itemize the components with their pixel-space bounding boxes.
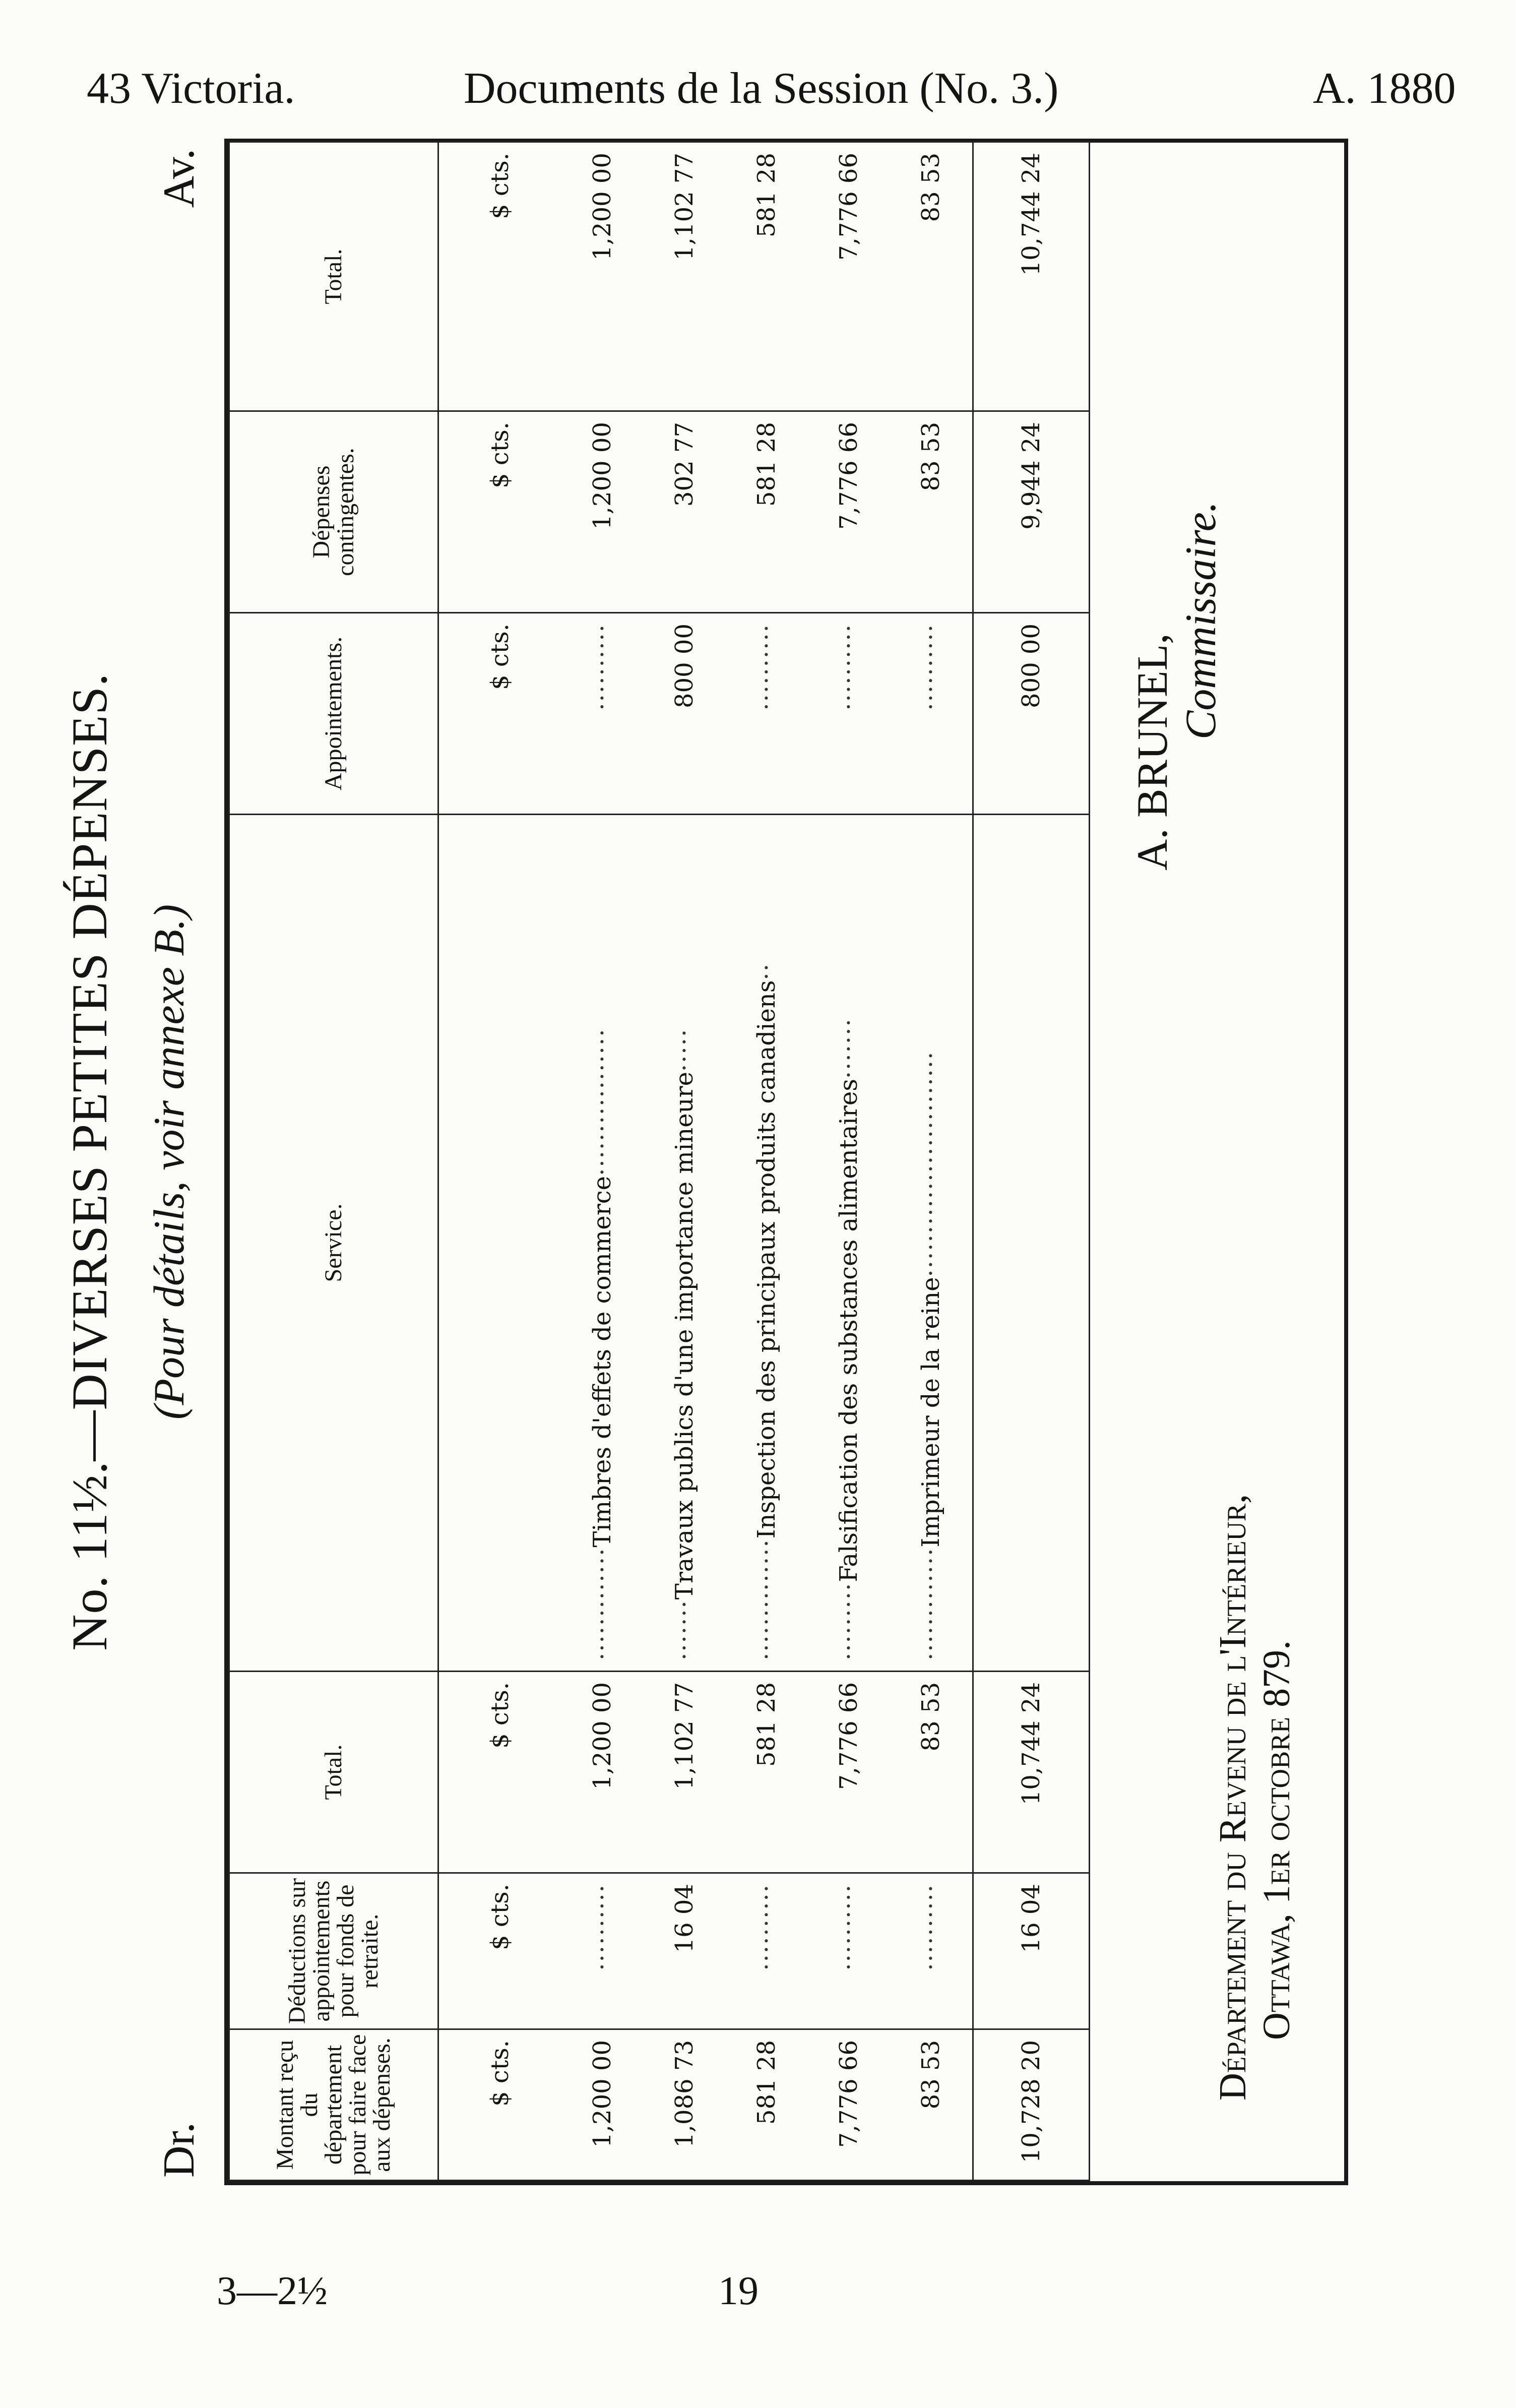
place-and-date: Ottawa, 1er octobre 879. bbox=[1255, 1640, 1298, 2040]
row-total-right: 581 28 bbox=[725, 142, 807, 411]
deduction-cell: ·········· bbox=[725, 1873, 807, 2029]
header-document-title: Documents de la Session (No. 3.) bbox=[464, 64, 1059, 113]
column-header-total-right: Total. bbox=[229, 142, 438, 411]
signatory-role: Commissaire. bbox=[1176, 501, 1225, 739]
column-header-total-left: Total. bbox=[229, 1672, 438, 1873]
row-total: 7,776 66 bbox=[807, 1672, 890, 1873]
total-amount-received: 10,728 20 bbox=[973, 2029, 1090, 2181]
contingent-expenses: 302 77 bbox=[643, 411, 725, 613]
header-year: A. 1880 bbox=[1313, 64, 1456, 113]
unit-label: $ cts. bbox=[438, 1672, 561, 1873]
amount-received: 83 53 bbox=[890, 2029, 973, 2181]
amount-received: 1,086 73 bbox=[643, 2029, 725, 2181]
table-row bbox=[890, 142, 973, 2181]
column-header-appointements: Appointements. bbox=[229, 613, 438, 815]
service-name: ·······Travaux publics d'une importance mineure····· bbox=[643, 815, 725, 1672]
unit-label: $ cts. bbox=[438, 2029, 561, 2181]
totals-row bbox=[973, 142, 1090, 2181]
salary-cell: 800 00 bbox=[643, 613, 725, 815]
page-number: 19 bbox=[718, 2269, 759, 2313]
contingent-expenses: 1,200 00 bbox=[561, 411, 643, 613]
deduction-cell: ·········· bbox=[561, 1873, 643, 2029]
deduction-cell: 16 04 bbox=[643, 1873, 725, 2029]
amount-received: 7,776 66 bbox=[807, 2029, 890, 2181]
row-total: 1,102 77 bbox=[643, 1672, 725, 1873]
grand-total-right: 10,744 24 bbox=[973, 142, 1090, 411]
row-total-right: 1,102 77 bbox=[643, 142, 725, 411]
page-title: No. 11½.—DIVERSES PETITES DÉPENSES. bbox=[61, 673, 117, 1651]
total-deductions: 16 04 bbox=[973, 1873, 1090, 2029]
debit-label: Dr. bbox=[155, 2122, 204, 2178]
amount-received: 581 28 bbox=[725, 2029, 807, 2181]
ledger-frame bbox=[224, 139, 1348, 2185]
page-subtitle: (Pour détails, voir annexe B.) bbox=[145, 904, 193, 1420]
column-header-deductions: Déductions sur appointements pour fonds de retraite. bbox=[229, 1873, 438, 2029]
total-contingent-expenses: 9,944 24 bbox=[973, 411, 1090, 613]
deduction-cell: ·········· bbox=[890, 1873, 973, 2029]
rotated-page-body bbox=[50, 108, 1371, 2215]
row-total-right: 83 53 bbox=[890, 142, 973, 411]
table-row bbox=[725, 142, 807, 2181]
department-dateline bbox=[1211, 1494, 1299, 2101]
unit-spacer bbox=[438, 815, 561, 1672]
unit-label: $ cts. bbox=[438, 411, 561, 613]
service-name: ·········Falsification des substances alimentaires······· bbox=[807, 815, 890, 1672]
row-total-right: 1,200 00 bbox=[561, 142, 643, 411]
amount-received: 1,200 00 bbox=[561, 2029, 643, 2181]
service-name: ·············Imprimeur de la reine·························· bbox=[890, 815, 973, 1672]
salary-cell: ·········· bbox=[890, 613, 973, 815]
salary-cell: ·········· bbox=[725, 613, 807, 815]
table-row bbox=[807, 142, 890, 2181]
unit-label: $ cts. bbox=[438, 142, 561, 411]
row-total: 581 28 bbox=[725, 1672, 807, 1873]
unit-label: $ cts. bbox=[438, 613, 561, 815]
footer-reference: 3—2½ bbox=[217, 2269, 328, 2313]
column-header-service: Service. bbox=[229, 815, 438, 1672]
credit-label: Av. bbox=[155, 149, 204, 208]
unit-label: $ cts. bbox=[438, 1873, 561, 2029]
deduction-cell: ·········· bbox=[807, 1873, 890, 2029]
totals-spacer bbox=[973, 815, 1090, 1672]
signatory-name: A. BRUNEL, bbox=[1128, 633, 1176, 871]
expense-table bbox=[228, 141, 1090, 2181]
contingent-expenses: 7,776 66 bbox=[807, 411, 890, 613]
row-total: 1,200 00 bbox=[561, 1672, 643, 1873]
grand-total-left: 10,744 24 bbox=[973, 1672, 1090, 1873]
signature-block bbox=[1128, 501, 1225, 871]
service-name: ··············Inspection des principaux produits canadiens·· bbox=[725, 815, 807, 1672]
header-session-year: 43 Victoria. bbox=[87, 64, 295, 113]
units-row bbox=[438, 142, 561, 2181]
service-name: ·············Timbres d'effets de commerce················· bbox=[561, 815, 643, 1672]
salary-cell: ·········· bbox=[807, 613, 890, 815]
row-total: 83 53 bbox=[890, 1672, 973, 1873]
row-total-right: 7,776 66 bbox=[807, 142, 890, 411]
column-header-depenses: Dépenses contingentes. bbox=[229, 411, 438, 613]
table-row bbox=[561, 142, 643, 2181]
contingent-expenses: 581 28 bbox=[725, 411, 807, 613]
column-header-montant: Montant reçu du département pour faire face aux dépenses. bbox=[229, 2029, 438, 2181]
department-name: Département du Revenu de l'Intérieur, bbox=[1212, 1494, 1254, 2101]
contingent-expenses: 83 53 bbox=[890, 411, 973, 613]
table-row bbox=[643, 142, 725, 2181]
salary-cell: ·········· bbox=[561, 613, 643, 815]
total-salaries: 800 00 bbox=[973, 613, 1090, 815]
